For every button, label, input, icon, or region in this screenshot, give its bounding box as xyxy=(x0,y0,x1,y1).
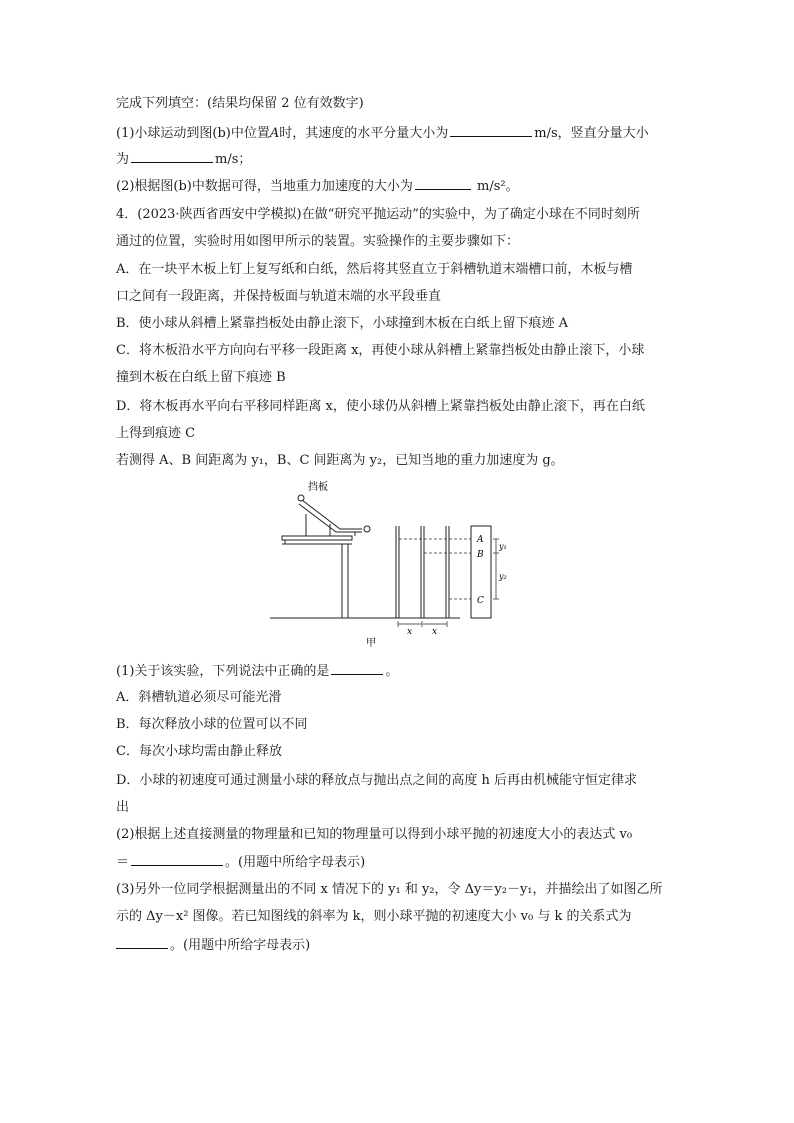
q3-p2-unit: m/s²。 xyxy=(477,179,519,194)
q3-p1-point-a: A xyxy=(269,126,280,141)
answer-blank-vertical-speed[interactable] xyxy=(131,150,213,163)
q3-part1-line1 xyxy=(116,124,649,143)
intro-line: 完成下列填空：(结果均保留 2 位有效数字) xyxy=(116,96,364,111)
point-c-label: C xyxy=(477,596,484,606)
x-dimension-marks xyxy=(398,621,447,627)
apparatus-figure xyxy=(270,478,530,648)
q4-heading-line1: 4．(2023·陕西省西安中学模拟)在做“研究平抛运动”的实验中，为了确定小球在不同时刻所 xyxy=(116,207,640,222)
q4-sub3-line3 xyxy=(116,936,310,955)
q3-p1-text-a: (1)小球运动到图(b)中位置 xyxy=(116,126,270,141)
q4-sub3-line1: (3)另外一位同学根据测量出的不同 x 情况下的 y₁ 和 y₂，令 Δy＝y₂－y₁，并描绘出了如图乙所 xyxy=(116,882,663,897)
baffle-label: 挡板 xyxy=(308,482,328,493)
q4-sub1-line xyxy=(116,662,398,681)
q4-sub1-text: (1)关于该实验，下列说法中正确的是 xyxy=(116,664,330,679)
y2-label: y₂ xyxy=(499,572,507,581)
answer-blank-gravity[interactable] xyxy=(415,177,471,190)
x-label-first: x xyxy=(407,627,413,637)
answer-blank-horizontal-speed[interactable] xyxy=(450,124,532,137)
y1-label: y₁ xyxy=(499,542,507,551)
q4-step-a-line1: A．在一块平木板上钉上复写纸和白纸，然后将其竖直立于斜槽轨道末端槽口前，木板与槽 xyxy=(116,262,633,277)
q4-sub2-line2 xyxy=(116,853,365,872)
baffle-drawing xyxy=(298,495,304,501)
q4-sub2-eq: ＝ xyxy=(116,855,130,870)
q3-p1-unit1: m/s，竖直分量大小 xyxy=(534,126,649,141)
q3-part2-line xyxy=(116,177,519,196)
answer-blank-initial-speed[interactable] xyxy=(131,853,223,866)
q3-p2-text: (2)根据图(b)中数据可得，当地重力加速度的大小为 xyxy=(116,179,413,194)
q4-step-c-line1: C．将木板沿水平方向向右平移一段距离 x，再使小球从斜槽上紧靠挡板处由静止滚下，小球 xyxy=(116,343,645,358)
ramp-drawing xyxy=(299,500,362,536)
answer-blank-slope-relation[interactable] xyxy=(116,936,168,949)
point-b-label: B xyxy=(477,550,484,560)
x-label-second: x xyxy=(432,627,438,637)
trace-guide-lines xyxy=(399,539,480,599)
q4-step-d-line2: 上得到痕迹 C xyxy=(116,426,196,441)
q4-sub3-line2: 示的 Δy－x² 图像。若已知图线的斜率为 k，则小球平抛的初速度大小 v₀ 与 k 的关系式为 xyxy=(116,909,632,924)
option-d-line2: 出 xyxy=(116,800,130,815)
q3-p1-unit2: m/s； xyxy=(215,152,252,167)
q4-step-c-line2: 撞到木板在白纸上留下痕迹 B xyxy=(116,370,286,385)
q4-sub1-end: 。 xyxy=(385,664,399,679)
q4-sub2-end: 。(用题中所给字母表示) xyxy=(225,855,366,870)
table-drawing xyxy=(282,536,352,618)
q4-step-b: B．使小球从斜槽上紧靠挡板处由静止滚下，小球撞到木板在白纸上留下痕迹 A xyxy=(116,316,569,331)
q3-p1-text-b: 时，其速度的水平分量大小为 xyxy=(279,126,449,141)
option-b: B．每次释放小球的位置可以不同 xyxy=(116,717,308,732)
answer-blank-correct-option[interactable] xyxy=(331,662,383,675)
q4-sub2-line1: (2)根据上述直接测量的物理量和已知的物理量可以得到小球平抛的初速度大小的表达式 v₀ xyxy=(116,827,633,842)
point-a-label: A xyxy=(477,535,484,545)
board-positions xyxy=(396,526,449,618)
option-c: C．每次小球均需由静止释放 xyxy=(116,744,282,759)
q4-step-a-line2: 口之间有一段距离，并保持板面与轨道末端的水平段垂直 xyxy=(116,289,442,304)
q3-p1-text-c: 为 xyxy=(116,152,130,167)
q4-measurement: 若测得 A、B 间距离为 y₁，B、C 间距离为 y₂，已知当地的重力加速度为 g。 xyxy=(116,453,564,468)
figure-caption: 甲 xyxy=(366,638,376,648)
q3-part1-line2 xyxy=(116,150,251,169)
option-a: A．斜槽轨道必须尽可能光滑 xyxy=(116,690,282,705)
q4-sub3-end: 。(用题中所给字母表示) xyxy=(170,938,311,953)
q4-step-d-line1: D．将木板再水平向右平移同样距离 x，使小球仍从斜槽上紧靠挡板处由静止滚下，再在白纸 xyxy=(116,399,645,414)
q4-heading-line2: 通过的位置，实验时用如图甲所示的装置。实验操作的主要步骤如下： xyxy=(116,234,520,249)
option-d-line1: D．小球的初速度可通过测量小球的释放点与抛出点之间的高度 h 后再由机械能守恒定律求 xyxy=(116,773,638,788)
ball-drawing xyxy=(364,526,370,532)
